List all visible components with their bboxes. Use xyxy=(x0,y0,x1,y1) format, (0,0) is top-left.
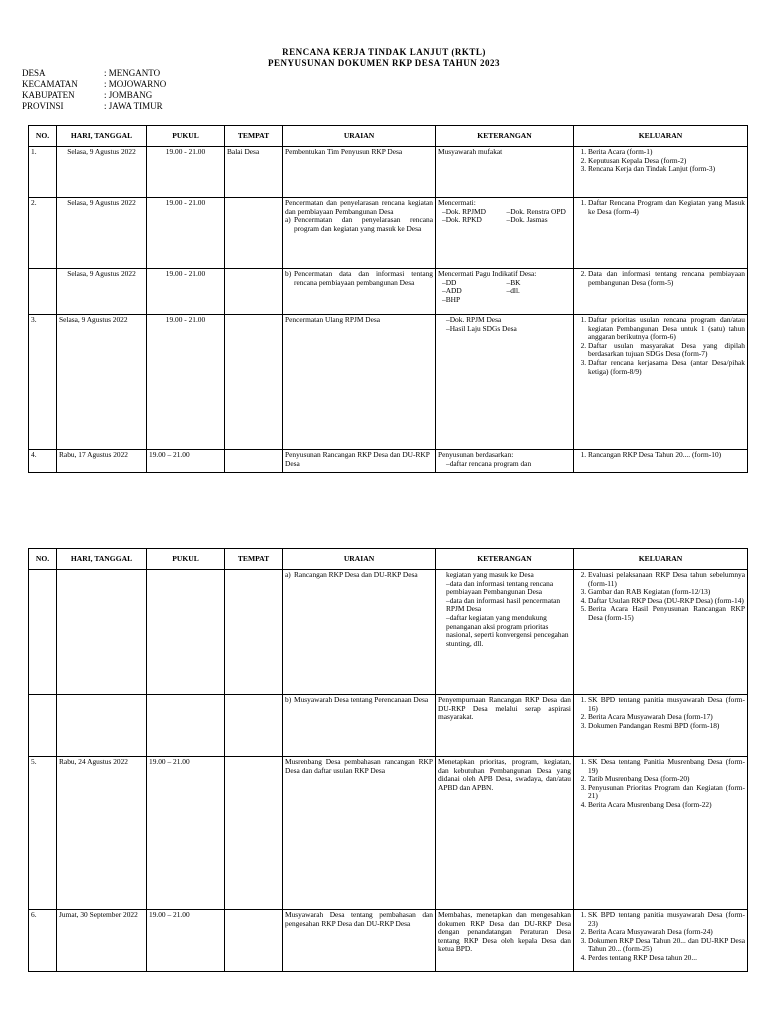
table-row: 4. Rabu, 17 Agustus 2022 19.00 – 21.00 Penyusunan Rancangan RKP Desa dan DU-RKP Desa Penyusunan berdasarkan: – daftar rencana program dan 1. Rancangan RKP Desa Tahun 20.... (form-10) xyxy=(29,450,748,473)
doc-title: RENCANA KERJA TINDAK LANJUT (RKTL) xyxy=(282,47,486,57)
header-pukul: PUKUL xyxy=(147,549,225,570)
rktl-table-page1 xyxy=(28,125,748,473)
table-row: 6. Jumat, 30 September 2022 19.00 – 21.00 Musyawarah Desa tentang pembahasan dan pengesahan RKP Desa dan DU-RKP Desa Membahas, menetapkan dan mengesahkan dokumen RKP Desa dan DU-RKP Desa dengan penandatangan Peraturan Desa tentang RKP Desa oleh kepala Desa dan ketua BPD. 1. SK BPD tentang panitia musyawarah Desa (form-23) 2. Berita Acara Musyawarah Desa (form-24) 3. Dokumen RKP Desa Tahun 20... dan DU-RKP Desa Tahun 20... (form-25) 4. Perdes tentang RKP Desa tahun 20... xyxy=(29,910,748,972)
table-row: 2. Selasa, 9 Agustus 2022 19.00 - 21.00 Pencermatan dan penyelarasan rencana kegiatan dan pembiayaan Pembangunan Desa a) Pencermatan dan penyelarasan rencana program dan kegiatan yang masuk ke Desa Mencermati: – Dok. RPJMD – Dok. Renstra OPD – Dok. RPKD – Dok. Jasmas 1. Daftar Rencana Program dan Kegiatan yang Masuk ke Desa (form-4) xyxy=(29,198,748,269)
header-pukul: PUKUL xyxy=(147,126,225,147)
doc-subtitle: PENYUSUNAN DOKUMEN RKP DESA TAHUN 2023 xyxy=(268,58,500,68)
header-tempat: TEMPAT xyxy=(225,126,283,147)
info-row-kecamatan: KECAMATAN : MOJOWARNO xyxy=(22,79,167,89)
info-row-desa: DESA : MENGANTO xyxy=(22,68,161,78)
info-row-kabupaten: KABUPATEN : JOMBANG xyxy=(22,90,153,100)
table-row: a) Rancangan RKP Desa dan DU-RKP Desa kegiatan yang masuk ke Desa – data dan informasi tentang rencana pembiayaan Pembangunan Desa – data dan informasi hasil pencermatan RPJM Desa – daftar kegiatan yang mendukung penanganan aksi program prioritas nasional, seperti konvergensi pencegahan stunting, dll. 2. Evaluasi pelaksanaan RKP Desa tahun sebelumnya (form-11) 3. Gambar dan RAB Kegiatan (form-12/13) 4. Daftar Usulan RKP Desa (DU-RKP Desa) (form-14) 5. Berita Acara Hasil Penyusunan Rancangan RKP Desa (form-15) xyxy=(29,570,748,695)
location-info xyxy=(22,68,166,112)
table-row: b) Musyawarah Desa tentang Perencanaan Desa Penyempurnaan Rancangan RKP Desa dan DU-RKP Desa melalui serap aspirasi masyarakat. 1. SK BPD tentang panitia musyawarah Desa (form-16) 2. Berita Acara Musyawarah Desa (form-17) 3. Dokumen Pandangan Resmi BPD (form-18) xyxy=(29,695,748,757)
header-keterangan: KETERANGAN xyxy=(436,126,574,147)
header-keluaran: KELUARAN xyxy=(574,549,748,570)
table-row: 1. Selasa, 9 Agustus 2022 19.00 - 21.00 Balai Desa Pembentukan Tim Penyusun RKP Desa Musyawarah mufakat 1. Berita Acara (form-1) 2. Keputusan Kepala Desa (form-2) 3. Rencana Kerja dan Tindak Lanjut (form-3) xyxy=(29,147,748,198)
header-no: NO. xyxy=(29,126,57,147)
header-uraian: URAIAN xyxy=(283,549,436,570)
rktl-table-page2 xyxy=(28,548,748,972)
table-header xyxy=(29,126,748,147)
header-hari: HARI, TANGGAL xyxy=(57,126,147,147)
header-uraian: URAIAN xyxy=(283,126,436,147)
info-row-provinsi: PROVINSI : JAWA TIMUR xyxy=(22,101,163,111)
header-keterangan: KETERANGAN xyxy=(436,549,574,570)
table-header xyxy=(29,549,748,570)
header-hari: HARI, TANGGAL xyxy=(57,549,147,570)
header-no: NO. xyxy=(29,549,57,570)
table-row: Selasa, 9 Agustus 2022 19.00 - 21.00 b) Pencermatan data dan informasi tentang rencana pembiayaan pembangunan Desa Mencermati Pagu Indikatif Desa: – DD – BK – ADD – dll. – BHP 2. Data dan informasi tentang rencana pembiayaan pembangunan Desa (form-5) xyxy=(29,269,748,315)
header-tempat: TEMPAT xyxy=(225,549,283,570)
table-row: 5. Rabu, 24 Agustus 2022 19.00 – 21.00 Musrenbang Desa pembahasan rancangan RKP Desa dan daftar usulan RKP Desa Menetapkan prioritas, program, kegiatan, dan kebutuhan Pembangunan Desa yang didanai oleh APB Desa, swadaya, dan/atau APBD dan APBN. 1. SK Desa tentang Panitia Musrenbang Desa (form-19) 2. Tatib Musrenbang Desa (form-20) 3. Penyusunan Prioritas Program dan Kegiatan (form-21) 4. Berita Acara Musrenbang Desa (form-22) xyxy=(29,757,748,910)
table-row: 3. Selasa, 9 Agustus 2022 19.00 - 21.00 Pencermatan Ulang RPJM Desa – Dok. RPJM Desa – Hasil Laju SDGs Desa 1. Daftar prioritas usulan rencana program dan/atau kegiatan Pembangunan Desa untuk 1 (satu) tahun anggaran berikutnya (form-6) 2. Daftar usulan masyarakat Desa yang dipilah berdasarkan tujuan SDGs Desa (form-7) 3. Daftar rencana kerjasama Desa (antar Desa/pihak ketiga) (form-8/9) xyxy=(29,315,748,450)
header-keluaran: KELUARAN xyxy=(574,126,748,147)
